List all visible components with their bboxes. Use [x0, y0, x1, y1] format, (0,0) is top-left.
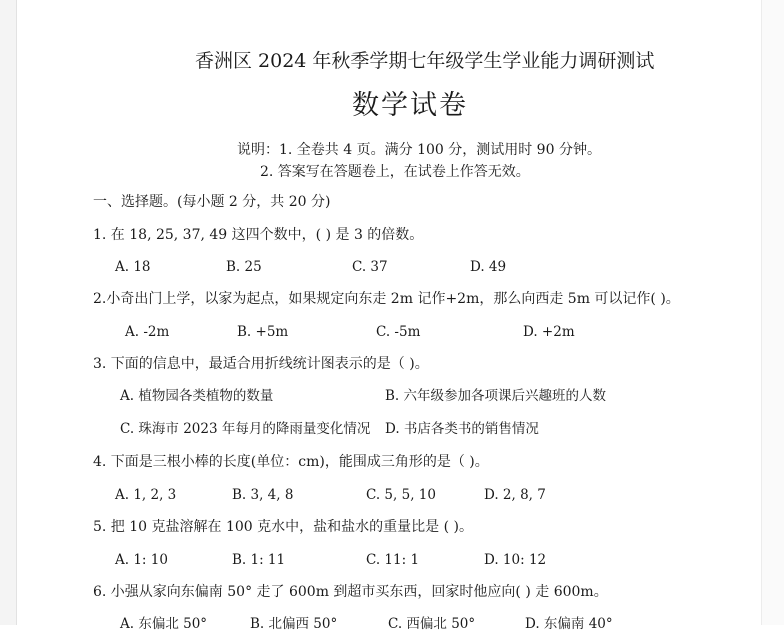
exam-subject-title: 数学试卷 [352, 90, 468, 121]
question-6-option-a: A. 东偏北 50° [120, 616, 208, 632]
question-3-option-b: B. 六年级参加各项课后兴趣班的人数 [385, 388, 607, 404]
question-3-option-c: C. 珠海市 2023 年每月的降雨量变化情况 [120, 421, 371, 437]
question-2-option-b: B. +5m [237, 324, 289, 340]
question-1-text: 1. 在 18, 25, 37, 49 这四个数中，( ) 是 3 的倍数。 [93, 227, 424, 243]
question-4-text: 4. 下面是三根小棒的长度(单位：cm)，能围成三角形的是（ )。 [93, 454, 489, 470]
instruction-line-2: 2. 答案写在答题卷上，在试卷上作答无效。 [260, 164, 530, 180]
question-3-option-a: A. 植物园各类植物的数量 [120, 388, 274, 404]
question-3-option-d: D. 书店各类书的销售情况 [385, 421, 539, 437]
section-title: 一、选择题。(每小题 2 分，共 20 分) [93, 194, 331, 210]
question-2-option-c: C. -5m [376, 324, 421, 340]
question-1-option-b: B. 25 [226, 259, 262, 275]
question-4-option-b: B. 3, 4, 8 [232, 487, 294, 503]
question-1-option-c: C. 37 [352, 259, 388, 275]
question-1-option-a: A. 18 [115, 259, 151, 275]
question-6-option-d: D. 东偏南 40° [525, 616, 613, 632]
question-2-option-d: D. +2m [523, 324, 575, 340]
instruction-line-1: 说明：1. 全卷共 4 页。满分 100 分，测试用时 90 分钟。 [237, 142, 601, 158]
question-1-option-d: D. 49 [470, 259, 507, 275]
question-5-option-c: C. 11: 1 [366, 552, 420, 568]
question-5-option-d: D. 10: 12 [484, 552, 547, 568]
question-5-option-a: A. 1: 10 [115, 552, 168, 568]
page-left-margin [0, 0, 17, 625]
question-3-text: 3. 下面的信息中，最适合用折线统计图表示的是（ )。 [93, 356, 429, 372]
question-2-option-a: A. -2m [125, 324, 170, 340]
question-6-option-b: B. 北偏西 50° [250, 616, 338, 632]
question-4-option-a: A. 1, 2, 3 [115, 487, 177, 503]
question-4-option-d: D. 2, 8, 7 [484, 487, 546, 503]
question-6-text: 6. 小强从家向东偏南 50° 走了 600m 到超市买东西，回家时他应向( ) 走 600m。 [93, 584, 608, 600]
exam-header: 香洲区 2024 年秋季学期七年级学生学业能力调研测试 [195, 50, 655, 72]
question-5-text: 5. 把 10 克盐溶解在 100 克水中，盐和盐水的重量比是 ( )。 [93, 519, 473, 535]
page-right-margin [761, 0, 784, 625]
question-2-text: 2.小奇出门上学，以家为起点，如果规定向东走 2m 记作+2m，那么向西走 5m 可以记作( )。 [93, 291, 680, 307]
question-4-option-c: C. 5, 5, 10 [366, 487, 436, 503]
question-6-option-c: C. 西偏北 50° [388, 616, 476, 632]
question-5-option-b: B. 1: 11 [232, 552, 286, 568]
